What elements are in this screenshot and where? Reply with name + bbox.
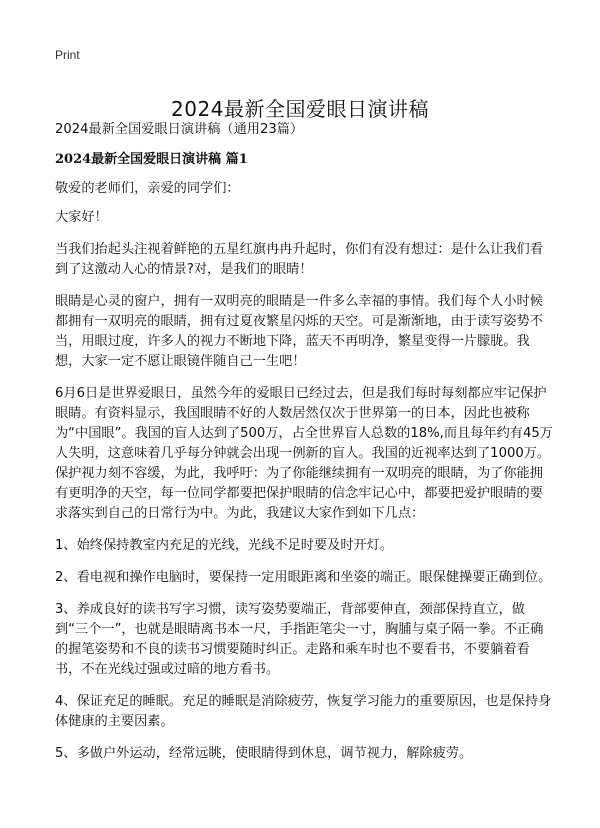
greeting: 敬爱的老师们，亲爱的同学们： [55, 181, 240, 196]
document-subtitle: 2024最新全国爱眼日演讲稿（通用23篇） [55, 122, 304, 137]
list-item-1: 1、始终保持教室内充足的光线，光线不足时要及时开灯。 [55, 538, 394, 553]
salutation: 大家好！ [55, 210, 108, 225]
list-item-2: 2、看电视和操作电脑时，要保持一定用眼距离和坐姿的端正。眼保健操要正确到位。 [55, 570, 552, 585]
paragraph-3: 6月6日是世界爱眼日，虽然今年的爱眼日已经过去，但是我们每时每刻都应牢记保护眼睛。有资料显示，我国眼睛不好的人数居然仅次于世界第一的日本，因此也被称为“中国眼”。我国的盲人达到了500万，占全世界盲人总数的18%,而且每年约有45万人失明，这意味着几乎每分钟就会出现一例新的盲人。我国的近视率达到了1000万。保护视力刻不容缓，为此，我呼吁：为了你能继续拥有一双明亮的眼睛，为了你能拥有更明净的天空，每一位同学都要把保护眼睛的信念牢记心中，都要把爱护眼睛的要求落实到自己的日常行为中。为此，我建议大家作到如下几点： [55, 386, 553, 521]
paragraph-1: 当我们抬起头注视着鲜艳的五星红旗冉冉升起时，你们有没有想过：是什么让我们看到了这激动人心的情景?对，是我们的眼睛！ [55, 242, 543, 277]
list-item-5: 5、多做户外运动，经常远眺，使眼睛得到休息，调节视力，解除疲劳。 [55, 746, 473, 761]
print-label: Print [55, 48, 80, 62]
document-title: 2024最新全国爱眼日演讲稿 [171, 97, 429, 122]
list-item-4: 4、保证充足的睡眠。充足的睡眠是消除疲劳，恢复学习能力的重要原因，也是保持身体健康的主要因素。 [55, 694, 552, 729]
paragraph-2: 眼睛是心灵的窗户，拥有一双明亮的眼睛是一件多么幸福的事情。我们每个人小时候都拥有一双明亮的眼睛，拥有过夏夜繁星闪烁的天空。可是渐渐地，由于读写姿势不当，用眼过度，许多人的视力不断地下降，蓝天不再明净，繁星变得一片朦胧。我想，大家一定不愿让眼镜伴随自己一生吧！ [55, 294, 543, 369]
section-heading: 2024最新全国爱眼日演讲稿 篇1 [55, 152, 248, 167]
list-item-3: 3、养成良好的读书写字习惯，读写姿势要端正，背部要伸直，颈部保持直立，做到“三个一”，也就是眼睛离书本一尺，手指距笔尖一寸，胸脯与桌子隔一拳。不正确的握笔姿势和不良的读书习惯要随时纠正。走路和乘车时也不要看书，不要躺着看书，不在光线过强或过暗的地方看书。 [55, 602, 544, 677]
document-body [55, 120, 554, 764]
